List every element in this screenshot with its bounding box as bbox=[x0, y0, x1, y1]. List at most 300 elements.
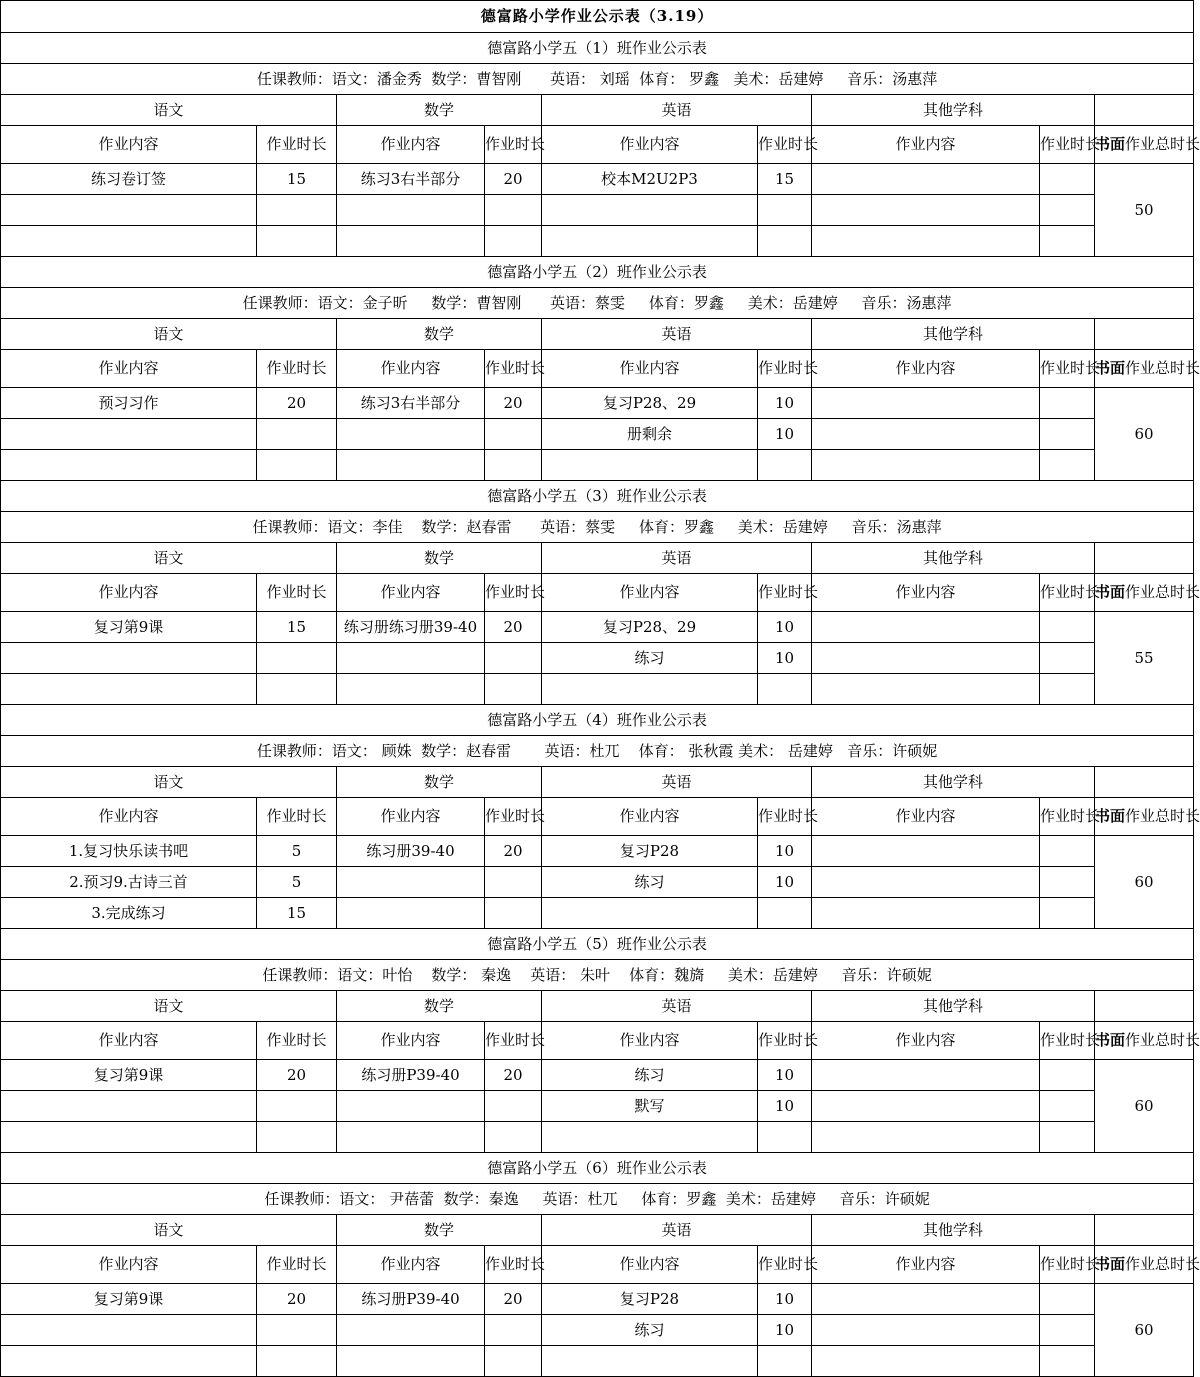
table-row bbox=[1, 836, 1194, 867]
total-header-rest: 作业总时长 bbox=[1125, 807, 1200, 825]
math-duration-header: 作业时长 bbox=[485, 350, 542, 388]
chinese-content-header: 作业内容 bbox=[1, 798, 257, 836]
chinese-content bbox=[1, 1315, 257, 1346]
class-title-row bbox=[1, 257, 1194, 288]
teachers-info: 任课教师：语文：叶怡 数学： 秦逸 英语： 朱叶 体育：魏旖 美术：岳建婷 音乐：许硕妮 bbox=[1, 960, 1194, 991]
other-duration bbox=[1040, 674, 1095, 705]
english-content-header: 作业内容 bbox=[542, 798, 758, 836]
total-header-bold: 书面 bbox=[1095, 359, 1126, 377]
other-duration bbox=[1040, 1091, 1095, 1122]
math-duration bbox=[485, 226, 542, 257]
english-duration-header: 作业时长 bbox=[758, 126, 812, 164]
math-duration bbox=[485, 450, 542, 481]
chinese-content bbox=[1, 226, 257, 257]
math-content bbox=[337, 419, 485, 450]
other-duration bbox=[1040, 1315, 1095, 1346]
english-duration: 15 bbox=[758, 164, 812, 195]
math-content bbox=[337, 1315, 485, 1346]
math-duration bbox=[485, 195, 542, 226]
chinese-content bbox=[1, 643, 257, 674]
math-duration-header: 作业时长 bbox=[485, 1246, 542, 1284]
chinese-duration bbox=[257, 1122, 337, 1153]
other-content bbox=[812, 450, 1040, 481]
chinese-content bbox=[1, 450, 257, 481]
chinese-content bbox=[1, 1346, 257, 1377]
english-content-header: 作业内容 bbox=[542, 1022, 758, 1060]
subject-english-header: 英语 bbox=[542, 543, 812, 574]
english-duration: 10 bbox=[758, 1060, 812, 1091]
class-title-row bbox=[1, 929, 1194, 960]
class-title: 德富路小学五（5）班作业公示表 bbox=[1, 929, 1194, 960]
subject-math-header: 数学 bbox=[337, 543, 542, 574]
subject-math-header: 数学 bbox=[337, 1215, 542, 1246]
table-row bbox=[1, 450, 1194, 481]
math-duration-header: 作业时长 bbox=[485, 798, 542, 836]
math-duration: 20 bbox=[485, 1284, 542, 1315]
english-duration-header: 作业时长 bbox=[758, 574, 812, 612]
english-duration: 10 bbox=[758, 836, 812, 867]
english-duration: 10 bbox=[758, 612, 812, 643]
english-duration bbox=[758, 898, 812, 929]
chinese-duration bbox=[257, 1346, 337, 1377]
english-content bbox=[542, 450, 758, 481]
teachers-info: 任课教师：语文：潘金秀 数学：曹智刚 英语： 刘瑶 体育： 罗鑫 美术：岳建婷 音乐：汤惠萍 bbox=[1, 64, 1194, 95]
english-duration bbox=[758, 195, 812, 226]
english-duration-header: 作业时长 bbox=[758, 1022, 812, 1060]
subject-other-header: 其他学科 bbox=[812, 767, 1095, 798]
other-content bbox=[812, 1122, 1040, 1153]
other-duration bbox=[1040, 1284, 1095, 1315]
english-content: 校本M2U2P3 bbox=[542, 164, 758, 195]
class-title: 德富路小学五（4）班作业公示表 bbox=[1, 705, 1194, 736]
other-content bbox=[812, 643, 1040, 674]
teachers-row bbox=[1, 64, 1194, 95]
total-header-rest: 作业总时长 bbox=[1125, 135, 1200, 153]
chinese-duration-header: 作业时长 bbox=[257, 798, 337, 836]
chinese-duration bbox=[257, 1315, 337, 1346]
other-content bbox=[812, 612, 1040, 643]
math-content-header: 作业内容 bbox=[337, 350, 485, 388]
total-duration-header bbox=[1095, 350, 1200, 388]
chinese-content-header: 作业内容 bbox=[1, 1246, 257, 1284]
english-content bbox=[542, 1346, 758, 1377]
other-content bbox=[812, 1346, 1040, 1377]
table-row bbox=[1, 898, 1194, 929]
chinese-content-header: 作业内容 bbox=[1, 126, 257, 164]
math-duration bbox=[485, 1315, 542, 1346]
chinese-content-header: 作业内容 bbox=[1, 350, 257, 388]
math-content: 练习3右半部分 bbox=[337, 164, 485, 195]
math-duration: 20 bbox=[485, 612, 542, 643]
chinese-content bbox=[1, 674, 257, 705]
english-content-header: 作业内容 bbox=[542, 1246, 758, 1284]
table-row bbox=[1, 1091, 1194, 1122]
table-row bbox=[1, 226, 1194, 257]
english-duration: 10 bbox=[758, 867, 812, 898]
math-duration bbox=[485, 1122, 542, 1153]
other-content bbox=[812, 1060, 1040, 1091]
column-header-row bbox=[1, 350, 1194, 388]
other-content-header: 作业内容 bbox=[812, 1246, 1040, 1284]
table-row bbox=[1, 419, 1194, 450]
teachers-row bbox=[1, 1184, 1194, 1215]
english-duration: 10 bbox=[758, 1284, 812, 1315]
chinese-duration: 15 bbox=[257, 898, 337, 929]
table-row bbox=[1, 164, 1194, 195]
english-duration bbox=[758, 1122, 812, 1153]
english-content bbox=[542, 226, 758, 257]
subject-other-header: 其他学科 bbox=[812, 543, 1095, 574]
total-header-rest: 作业总时长 bbox=[1125, 1255, 1200, 1273]
other-content-header: 作业内容 bbox=[812, 126, 1040, 164]
subject-other-header: 其他学科 bbox=[812, 1215, 1095, 1246]
other-duration-header: 作业时长 bbox=[1040, 798, 1095, 836]
chinese-duration bbox=[257, 226, 337, 257]
column-header-row bbox=[1, 126, 1194, 164]
table-row bbox=[1, 612, 1194, 643]
math-content: 练习册P39-40 bbox=[337, 1060, 485, 1091]
subject-chinese-header: 语文 bbox=[1, 767, 337, 798]
subject-english-header: 英语 bbox=[542, 991, 812, 1022]
total-duration: 60 bbox=[1095, 388, 1194, 481]
chinese-duration-header: 作业时长 bbox=[257, 1246, 337, 1284]
other-content bbox=[812, 836, 1040, 867]
math-content: 练习册P39-40 bbox=[337, 1284, 485, 1315]
subject-other-header: 其他学科 bbox=[812, 95, 1095, 126]
total-header-rest: 作业总时长 bbox=[1125, 583, 1200, 601]
english-duration: 10 bbox=[758, 1091, 812, 1122]
math-content: 练习册练习册39-40 bbox=[337, 612, 485, 643]
other-duration bbox=[1040, 388, 1095, 419]
chinese-content: 3.完成练习 bbox=[1, 898, 257, 929]
math-content bbox=[337, 1091, 485, 1122]
subject-chinese-header: 语文 bbox=[1, 95, 337, 126]
column-header-row bbox=[1, 574, 1194, 612]
other-duration bbox=[1040, 898, 1095, 929]
english-content: 册剩余 bbox=[542, 419, 758, 450]
chinese-content-header: 作业内容 bbox=[1, 1022, 257, 1060]
chinese-content bbox=[1, 1091, 257, 1122]
chinese-duration bbox=[257, 450, 337, 481]
english-duration: 10 bbox=[758, 419, 812, 450]
english-content: 复习P28 bbox=[542, 836, 758, 867]
other-duration bbox=[1040, 867, 1095, 898]
other-duration-header: 作业时长 bbox=[1040, 574, 1095, 612]
math-content bbox=[337, 643, 485, 674]
table-row bbox=[1, 195, 1194, 226]
chinese-content: 复习第9课 bbox=[1, 1284, 257, 1315]
english-duration bbox=[758, 1346, 812, 1377]
class-title: 德富路小学五（3）班作业公示表 bbox=[1, 481, 1194, 512]
total-duration-header bbox=[1095, 798, 1200, 836]
class-title: 德富路小学五（2）班作业公示表 bbox=[1, 257, 1194, 288]
english-duration-header: 作业时长 bbox=[758, 1246, 812, 1284]
subject-english-header: 英语 bbox=[542, 1215, 812, 1246]
other-content-header: 作业内容 bbox=[812, 798, 1040, 836]
math-duration bbox=[485, 867, 542, 898]
other-duration-header: 作业时长 bbox=[1040, 126, 1095, 164]
english-content-header: 作业内容 bbox=[542, 126, 758, 164]
other-duration bbox=[1040, 836, 1095, 867]
other-content bbox=[812, 867, 1040, 898]
math-content-header: 作业内容 bbox=[337, 1246, 485, 1284]
other-duration bbox=[1040, 419, 1095, 450]
subject-header-row bbox=[1, 95, 1194, 126]
english-duration: 10 bbox=[758, 643, 812, 674]
math-content: 练习3右半部分 bbox=[337, 388, 485, 419]
math-duration: 20 bbox=[485, 164, 542, 195]
math-content bbox=[337, 195, 485, 226]
teachers-info: 任课教师：语文：李佳 数学：赵春雷 英语：蔡雯 体育：罗鑫 美术：岳建婷 音乐：汤惠萍 bbox=[1, 512, 1194, 543]
chinese-content-header: 作业内容 bbox=[1, 574, 257, 612]
class-title-row bbox=[1, 481, 1194, 512]
chinese-duration-header: 作业时长 bbox=[257, 574, 337, 612]
english-content bbox=[542, 1122, 758, 1153]
chinese-content: 2.预习9.古诗三首 bbox=[1, 867, 257, 898]
chinese-duration: 20 bbox=[257, 1060, 337, 1091]
subject-english-header: 英语 bbox=[542, 767, 812, 798]
subject-header-row bbox=[1, 991, 1194, 1022]
subject-math-header: 数学 bbox=[337, 767, 542, 798]
math-content-header: 作业内容 bbox=[337, 798, 485, 836]
other-duration bbox=[1040, 195, 1095, 226]
total-header-bold: 书面 bbox=[1095, 135, 1126, 153]
other-content bbox=[812, 1284, 1040, 1315]
empty-header-cell bbox=[1095, 767, 1194, 798]
empty-header-cell bbox=[1095, 319, 1194, 350]
total-header-rest: 作业总时长 bbox=[1125, 1031, 1200, 1049]
other-duration bbox=[1040, 164, 1095, 195]
column-header-row bbox=[1, 798, 1194, 836]
other-duration-header: 作业时长 bbox=[1040, 350, 1095, 388]
english-duration bbox=[758, 450, 812, 481]
teachers-info: 任课教师：语文：金子昕 数学：曹智刚 英语：蔡雯 体育：罗鑫 美术：岳建婷 音乐：汤惠萍 bbox=[1, 288, 1194, 319]
table-row bbox=[1, 867, 1194, 898]
english-duration bbox=[758, 226, 812, 257]
subject-math-header: 数学 bbox=[337, 319, 542, 350]
total-duration-header bbox=[1095, 1246, 1200, 1284]
chinese-content: 预习习作 bbox=[1, 388, 257, 419]
teachers-row bbox=[1, 960, 1194, 991]
subject-other-header: 其他学科 bbox=[812, 991, 1095, 1022]
total-duration: 60 bbox=[1095, 836, 1194, 929]
total-duration: 50 bbox=[1095, 164, 1194, 257]
table-row bbox=[1, 1346, 1194, 1377]
other-content-header: 作业内容 bbox=[812, 1022, 1040, 1060]
chinese-content: 复习第9课 bbox=[1, 612, 257, 643]
math-duration bbox=[485, 1091, 542, 1122]
column-header-row bbox=[1, 1022, 1194, 1060]
other-duration bbox=[1040, 1346, 1095, 1377]
empty-header-cell bbox=[1095, 991, 1194, 1022]
chinese-duration: 5 bbox=[257, 836, 337, 867]
class-title-row bbox=[1, 705, 1194, 736]
math-content-header: 作业内容 bbox=[337, 1022, 485, 1060]
page-title: 德富路小学作业公示表（3.19） bbox=[1, 1, 1194, 33]
other-content bbox=[812, 1315, 1040, 1346]
total-duration-header bbox=[1095, 574, 1200, 612]
class-title-row bbox=[1, 33, 1194, 64]
english-duration: 10 bbox=[758, 1315, 812, 1346]
other-content-header: 作业内容 bbox=[812, 350, 1040, 388]
teachers-info: 任课教师：语文： 尹蓓蕾 数学：秦逸 英语：杜兀 体育：罗鑫 美术：岳建婷 音乐：许硕妮 bbox=[1, 1184, 1194, 1215]
subject-header-row bbox=[1, 1215, 1194, 1246]
english-duration bbox=[758, 674, 812, 705]
math-duration bbox=[485, 643, 542, 674]
math-duration-header: 作业时长 bbox=[485, 126, 542, 164]
math-duration: 20 bbox=[485, 388, 542, 419]
math-content-header: 作业内容 bbox=[337, 126, 485, 164]
chinese-content: 练习卷订签 bbox=[1, 164, 257, 195]
table-row bbox=[1, 1315, 1194, 1346]
subject-header-row bbox=[1, 767, 1194, 798]
english-duration-header: 作业时长 bbox=[758, 798, 812, 836]
subject-header-row bbox=[1, 543, 1194, 574]
chinese-content bbox=[1, 419, 257, 450]
total-duration: 60 bbox=[1095, 1284, 1194, 1377]
other-duration bbox=[1040, 643, 1095, 674]
english-content: 练习 bbox=[542, 1315, 758, 1346]
math-content: 练习册39-40 bbox=[337, 836, 485, 867]
math-content bbox=[337, 226, 485, 257]
class-title: 德富路小学五（1）班作业公示表 bbox=[1, 33, 1194, 64]
chinese-duration: 20 bbox=[257, 1284, 337, 1315]
total-header-rest: 作业总时长 bbox=[1125, 359, 1200, 377]
chinese-duration bbox=[257, 195, 337, 226]
total-header-bold: 书面 bbox=[1095, 807, 1126, 825]
subject-english-header: 英语 bbox=[542, 319, 812, 350]
column-header-row bbox=[1, 1246, 1194, 1284]
math-duration-header: 作业时长 bbox=[485, 1022, 542, 1060]
english-content bbox=[542, 898, 758, 929]
chinese-duration-header: 作业时长 bbox=[257, 1022, 337, 1060]
chinese-content: 1.复习快乐读书吧 bbox=[1, 836, 257, 867]
table-row bbox=[1, 643, 1194, 674]
chinese-duration: 5 bbox=[257, 867, 337, 898]
other-content bbox=[812, 388, 1040, 419]
total-header-bold: 书面 bbox=[1095, 1031, 1126, 1049]
math-content-header: 作业内容 bbox=[337, 574, 485, 612]
math-duration bbox=[485, 674, 542, 705]
other-duration-header: 作业时长 bbox=[1040, 1246, 1095, 1284]
english-content: 默写 bbox=[542, 1091, 758, 1122]
other-content bbox=[812, 898, 1040, 929]
chinese-content bbox=[1, 1122, 257, 1153]
math-content bbox=[337, 1346, 485, 1377]
subject-chinese-header: 语文 bbox=[1, 319, 337, 350]
english-content-header: 作业内容 bbox=[542, 350, 758, 388]
teachers-row bbox=[1, 288, 1194, 319]
table-row bbox=[1, 388, 1194, 419]
other-duration bbox=[1040, 450, 1095, 481]
other-content bbox=[812, 226, 1040, 257]
chinese-duration bbox=[257, 643, 337, 674]
chinese-duration-header: 作业时长 bbox=[257, 350, 337, 388]
total-duration-header bbox=[1095, 1022, 1200, 1060]
english-content-header: 作业内容 bbox=[542, 574, 758, 612]
other-content bbox=[812, 1091, 1040, 1122]
teachers-info: 任课教师：语文： 顾姝 数学：赵春雷 英语：杜兀 体育： 张秋霞 美术： 岳建婷 音乐：许硕妮 bbox=[1, 736, 1194, 767]
english-content: 复习P28 bbox=[542, 1284, 758, 1315]
english-duration: 10 bbox=[758, 388, 812, 419]
other-duration bbox=[1040, 226, 1095, 257]
total-duration-header bbox=[1095, 126, 1200, 164]
empty-header-cell bbox=[1095, 1215, 1194, 1246]
teachers-row bbox=[1, 736, 1194, 767]
english-content: 复习P28、29 bbox=[542, 388, 758, 419]
english-content: 练习 bbox=[542, 867, 758, 898]
subject-other-header: 其他学科 bbox=[812, 319, 1095, 350]
other-content bbox=[812, 419, 1040, 450]
chinese-duration bbox=[257, 419, 337, 450]
chinese-content: 复习第9课 bbox=[1, 1060, 257, 1091]
empty-header-cell bbox=[1095, 95, 1194, 126]
subject-math-header: 数学 bbox=[337, 95, 542, 126]
table-row bbox=[1, 674, 1194, 705]
math-duration bbox=[485, 898, 542, 929]
other-content bbox=[812, 164, 1040, 195]
total-duration: 60 bbox=[1095, 1060, 1194, 1153]
english-duration-header: 作业时长 bbox=[758, 350, 812, 388]
other-content-header: 作业内容 bbox=[812, 574, 1040, 612]
class-title-row bbox=[1, 1153, 1194, 1184]
math-duration: 20 bbox=[485, 1060, 542, 1091]
other-content bbox=[812, 195, 1040, 226]
chinese-content bbox=[1, 195, 257, 226]
table-row bbox=[1, 1060, 1194, 1091]
subject-chinese-header: 语文 bbox=[1, 991, 337, 1022]
math-content bbox=[337, 867, 485, 898]
class-title: 德富路小学五（6）班作业公示表 bbox=[1, 1153, 1194, 1184]
chinese-duration: 15 bbox=[257, 164, 337, 195]
math-duration-header: 作业时长 bbox=[485, 574, 542, 612]
math-content bbox=[337, 450, 485, 481]
math-duration bbox=[485, 1346, 542, 1377]
empty-header-cell bbox=[1095, 543, 1194, 574]
other-content bbox=[812, 674, 1040, 705]
english-content bbox=[542, 195, 758, 226]
total-duration: 55 bbox=[1095, 612, 1194, 705]
math-duration: 20 bbox=[485, 836, 542, 867]
math-content bbox=[337, 898, 485, 929]
chinese-duration: 15 bbox=[257, 612, 337, 643]
other-duration-header: 作业时长 bbox=[1040, 1022, 1095, 1060]
total-header-bold: 书面 bbox=[1095, 583, 1126, 601]
subject-math-header: 数学 bbox=[337, 991, 542, 1022]
table-row bbox=[1, 1122, 1194, 1153]
chinese-duration bbox=[257, 1091, 337, 1122]
subject-english-header: 英语 bbox=[542, 95, 812, 126]
subject-chinese-header: 语文 bbox=[1, 543, 337, 574]
math-content bbox=[337, 674, 485, 705]
english-content: 练习 bbox=[542, 1060, 758, 1091]
teachers-row bbox=[1, 512, 1194, 543]
math-content bbox=[337, 1122, 485, 1153]
english-content bbox=[542, 674, 758, 705]
chinese-duration-header: 作业时长 bbox=[257, 126, 337, 164]
chinese-duration bbox=[257, 674, 337, 705]
other-duration bbox=[1040, 612, 1095, 643]
table-row bbox=[1, 1284, 1194, 1315]
english-content: 练习 bbox=[542, 643, 758, 674]
chinese-duration: 20 bbox=[257, 388, 337, 419]
other-duration bbox=[1040, 1122, 1095, 1153]
subject-chinese-header: 语文 bbox=[1, 1215, 337, 1246]
total-header-bold: 书面 bbox=[1095, 1255, 1126, 1273]
subject-header-row bbox=[1, 319, 1194, 350]
math-duration bbox=[485, 419, 542, 450]
english-content: 复习P28、29 bbox=[542, 612, 758, 643]
